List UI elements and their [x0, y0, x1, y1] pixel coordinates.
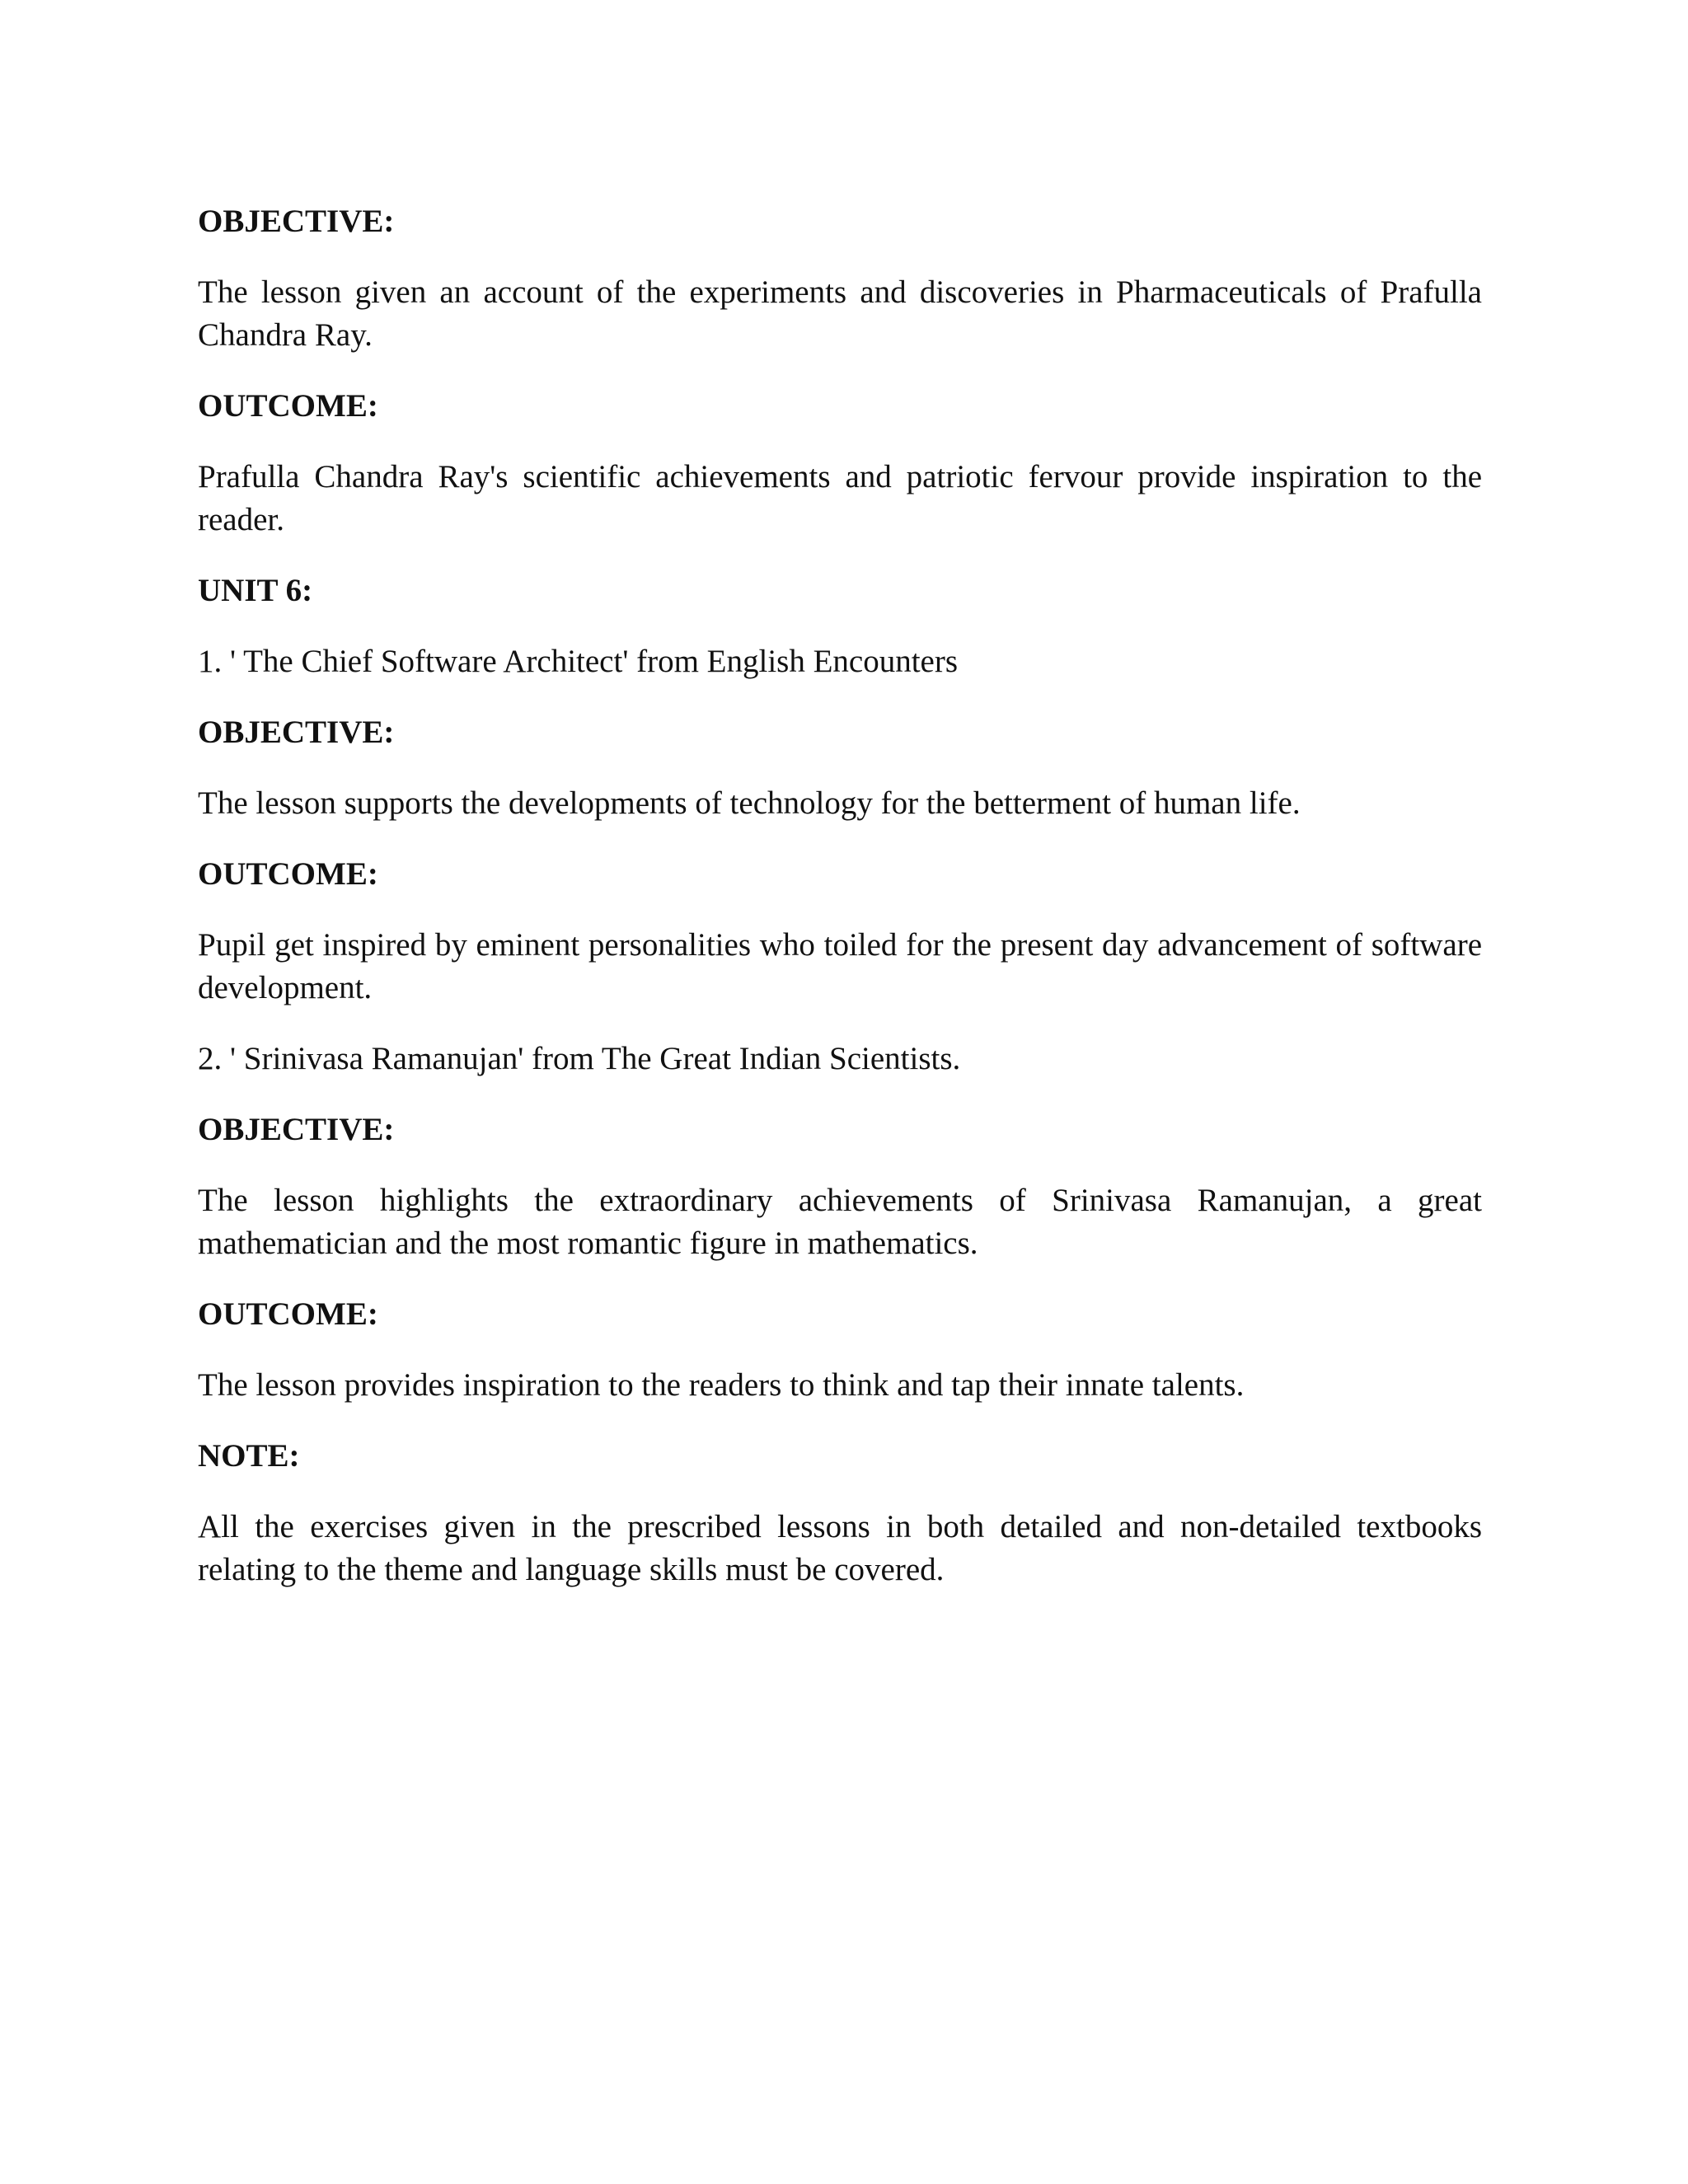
objective-text: The lesson given an account of the experiments and discoveries in Pharmaceuticals of Prafulla Chandra Ray.: [198, 274, 1482, 353]
outcome-text: The lesson provides inspiration to the readers to think and tap their innate talents.: [198, 1367, 1245, 1403]
objective-heading: OBJECTIVE:: [198, 1112, 395, 1147]
lesson-item: 2. ' Srinivasa Ramanujan' from The Great Indian Scientists.: [198, 1041, 961, 1076]
objective-heading: OBJECTIVE:: [198, 204, 395, 239]
lesson-item: 1. ' The Chief Software Architect' from English Encounters: [198, 644, 959, 679]
objective-text: The lesson supports the developments of technology for the betterment of human life.: [198, 785, 1301, 821]
unit-heading: UNIT 6:: [198, 573, 313, 608]
document-body: [198, 200, 1482, 1619]
outcome-heading: OUTCOME:: [198, 1296, 378, 1332]
outcome-heading: OUTCOME:: [198, 856, 378, 892]
note-text: All the exercises given in the prescribed lessons in both detailed and non-detailed textbooks relating to the theme and language skills must be covered.: [198, 1509, 1482, 1587]
note-heading: NOTE:: [198, 1438, 300, 1474]
outcome-text: Pupil get inspired by eminent personalities who toiled for the present day advancement of software development.: [198, 927, 1482, 1005]
outcome-text: Prafulla Chandra Ray's scientific achievements and patriotic fervour provide inspiration to the reader.: [198, 459, 1482, 537]
objective-heading: OBJECTIVE:: [198, 715, 395, 750]
objective-text: The lesson highlights the extraordinary achievements of Srinivasa Ramanujan, a great mathematician and the most romantic figure in mathematics.: [198, 1183, 1482, 1261]
outcome-heading: OUTCOME:: [198, 388, 378, 424]
